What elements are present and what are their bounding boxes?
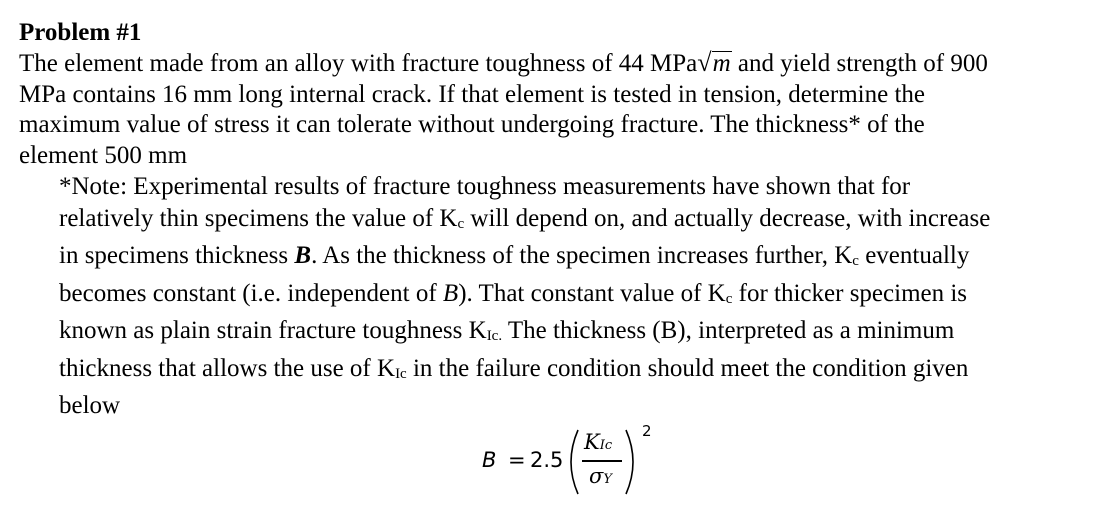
sqrt-m: [697, 48, 731, 80]
formula-lhs: B: [482, 448, 497, 472]
problem-statement: [19, 48, 1079, 171]
note-line-6b: in the failure condition should meet the condition given: [406, 354, 969, 382]
problem-line-1b: and yield strength of 900: [731, 50, 988, 77]
note-line-4-sub: c: [725, 290, 733, 307]
note-line-4-italic: B: [442, 279, 459, 307]
note-line-3c: eventually: [858, 242, 970, 269]
note-line-6-sub: Ic: [395, 365, 407, 382]
sqrt-argument: m: [712, 50, 731, 77]
note-line-3a: in specimens thickness: [59, 242, 295, 269]
note-line-4a: becomes constant (i.e. independent of: [59, 279, 443, 307]
formula-equals: =: [508, 448, 526, 472]
problem-line-4: element 500 mm: [19, 141, 188, 169]
note-line-5b: The thickness (B), interpreted as a minimum: [502, 317, 955, 344]
note-line-5-sub: Ic.: [486, 328, 503, 344]
formula-exponent: 2: [642, 422, 652, 440]
note-line-2b: will depend on, and actually decrease, with increase: [464, 204, 991, 232]
document-body: [19, 18, 1079, 422]
note-line-4c: for thicker specimen is: [732, 279, 968, 307]
denominator-symbol: σ: [589, 464, 604, 488]
note-line-4b: ). That constant value of K: [458, 279, 726, 307]
denominator-subscript: Y: [603, 472, 612, 487]
thickness-formula: [482, 422, 702, 502]
formula-numerator: [584, 430, 612, 454]
numerator-subscript: Ic: [599, 438, 613, 453]
note-line-1: *Note: Experimental results of fracture toughness measurements have shown that for: [59, 173, 911, 200]
note-line-3-bold: B: [294, 242, 312, 269]
note-line-3-sub: c: [852, 253, 859, 269]
problem-line-3: maximum value of stress it can tolerate without undergoing fracture. The thickness* of the: [19, 111, 925, 138]
formula-denominator: [589, 464, 612, 488]
formula-coefficient: 2.5: [530, 448, 564, 472]
note-line-2a: relatively thin specimens the value of K: [59, 204, 458, 232]
numerator-symbol: K: [584, 430, 600, 454]
note-line-6a: thickness that allows the use of K: [59, 354, 396, 382]
note-line-3b: . As the thickness of the specimen increases further, K: [311, 242, 853, 269]
note-line-7: below: [59, 392, 121, 419]
note-line-5a: known as plain strain fracture toughness K: [59, 317, 487, 344]
problem-line-2: MPa contains 16 mm long internal crack. If that element is tested in tension, determine the: [19, 80, 926, 108]
problem-line-1a: The element made from an alloy with fracture toughness of 44 MPa: [19, 50, 698, 77]
formula-fraction: [562, 424, 642, 500]
note-line-2-sub: c: [457, 215, 465, 232]
fraction-bar: [582, 460, 622, 462]
thickness-note: [59, 171, 1079, 422]
problem-title: Problem #1: [19, 19, 142, 46]
radical-sign: √: [697, 48, 712, 77]
